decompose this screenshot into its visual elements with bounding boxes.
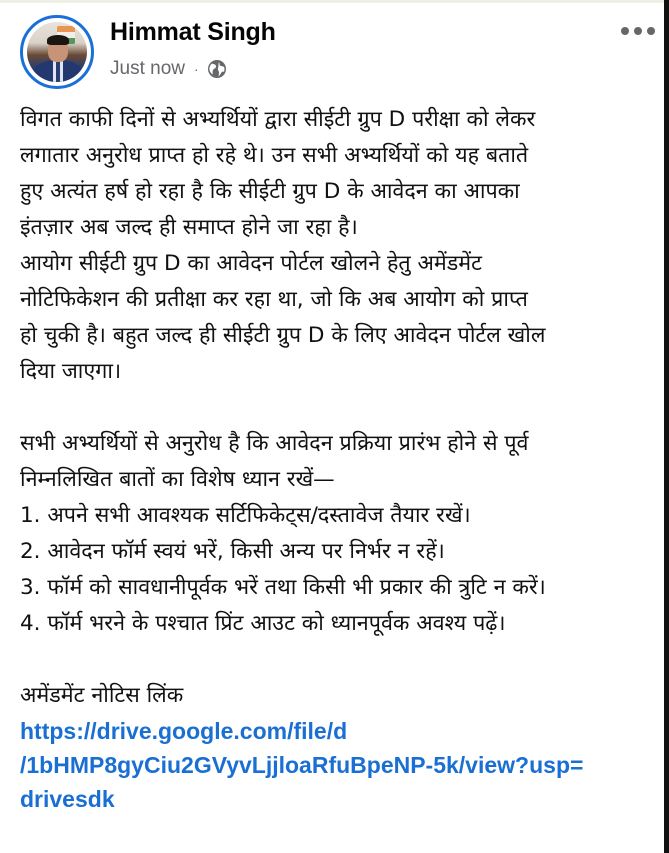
list-item: 2. आवेदन फॉर्म स्वयं भरें, किसी अन्य पर निर्भर न रहें।: [20, 539, 445, 564]
hair-shape: [47, 35, 69, 45]
list-item: 4. फॉर्म भरने के पश्चात प्रिंट आउट को ध्यानपूर्वक अवश्य पढ़ें।: [20, 611, 506, 636]
dot-3: [647, 27, 655, 35]
paragraph-line: लगातार अनुरोध प्राप्त हो रहे थे। उन सभी अभ्यर्थियों को यह बताते: [20, 143, 529, 168]
avatar[interactable]: [20, 15, 94, 89]
paragraph-line: विगत काफी दिनों से अभ्यर्थियों द्वारा सीईटी ग्रुप D परीक्षा को लेकर: [20, 107, 536, 132]
link-label: अमेंडमेंट नोटिस लिंक: [20, 683, 184, 708]
dot-1: [621, 27, 629, 35]
spacer: [20, 390, 660, 426]
meta-separator: ·: [193, 61, 199, 77]
tie-shape: [56, 62, 60, 82]
paragraph-line: सभी अभ्यर्थियों से अनुरोध है कि आवेदन प्रक्रिया प्रारंभ होने से पूर्व: [20, 431, 529, 456]
dot-2: [634, 27, 642, 35]
post-header: [20, 15, 660, 91]
list-item: 1. अपने सभी आवश्यक सर्टिफिकेट्स/दस्तावेज तैयार रखें।: [20, 503, 471, 528]
link-line-3[interactable]: drivesdk: [20, 786, 115, 812]
spacer: [20, 642, 660, 678]
profile-photo-icon: [27, 22, 87, 82]
post-meta: [110, 58, 227, 80]
paragraph-line: इंतज़ार अब जल्द ही समाप्त होने जा रहा है।: [20, 215, 358, 240]
link-line-1[interactable]: https://drive.google.com/file/d: [20, 718, 348, 744]
more-options-icon[interactable]: [621, 27, 655, 35]
globe-icon[interactable]: [207, 59, 227, 79]
paragraph-line: दिया जाएगा।: [20, 359, 122, 384]
screen-edge: [664, 0, 669, 853]
paragraph-line: नोटिफिकेशन की प्रतीक्षा कर रहा था, जो कि अब आयोग को प्राप्त: [20, 287, 528, 312]
link-line-2[interactable]: /1bHMP8gyCiu2GVyvLjjloaRfuBpeNP-5k/view?usp=: [20, 752, 584, 778]
paragraph-line: हो चुकी है। बहुत जल्द ही सीईटी ग्रुप D के लिए आवेदन पोर्टल खोल: [20, 323, 546, 348]
notice-link[interactable]: [20, 714, 660, 816]
paragraph-line: आयोग सीईटी ग्रुप D का आवेदन पोर्टल खोलने हेतु अमेंडमेंट: [20, 251, 482, 276]
paragraph-line: निम्नलिखित बातों का विशेष ध्यान रखें—: [20, 467, 335, 492]
list-item: 3. फॉर्म को सावधानीपूर्वक भरें तथा किसी भी प्रकार की त्रुटि न करें।: [20, 575, 546, 600]
author-name[interactable]: Himmat Singh: [110, 18, 276, 46]
post-body: [20, 102, 660, 816]
post-timestamp[interactable]: Just now: [110, 58, 185, 79]
paragraph-line: हुए अत्यंत हर्ष हो रहा है कि सीईटी ग्रुप D के आवेदन का आपका: [20, 179, 520, 204]
